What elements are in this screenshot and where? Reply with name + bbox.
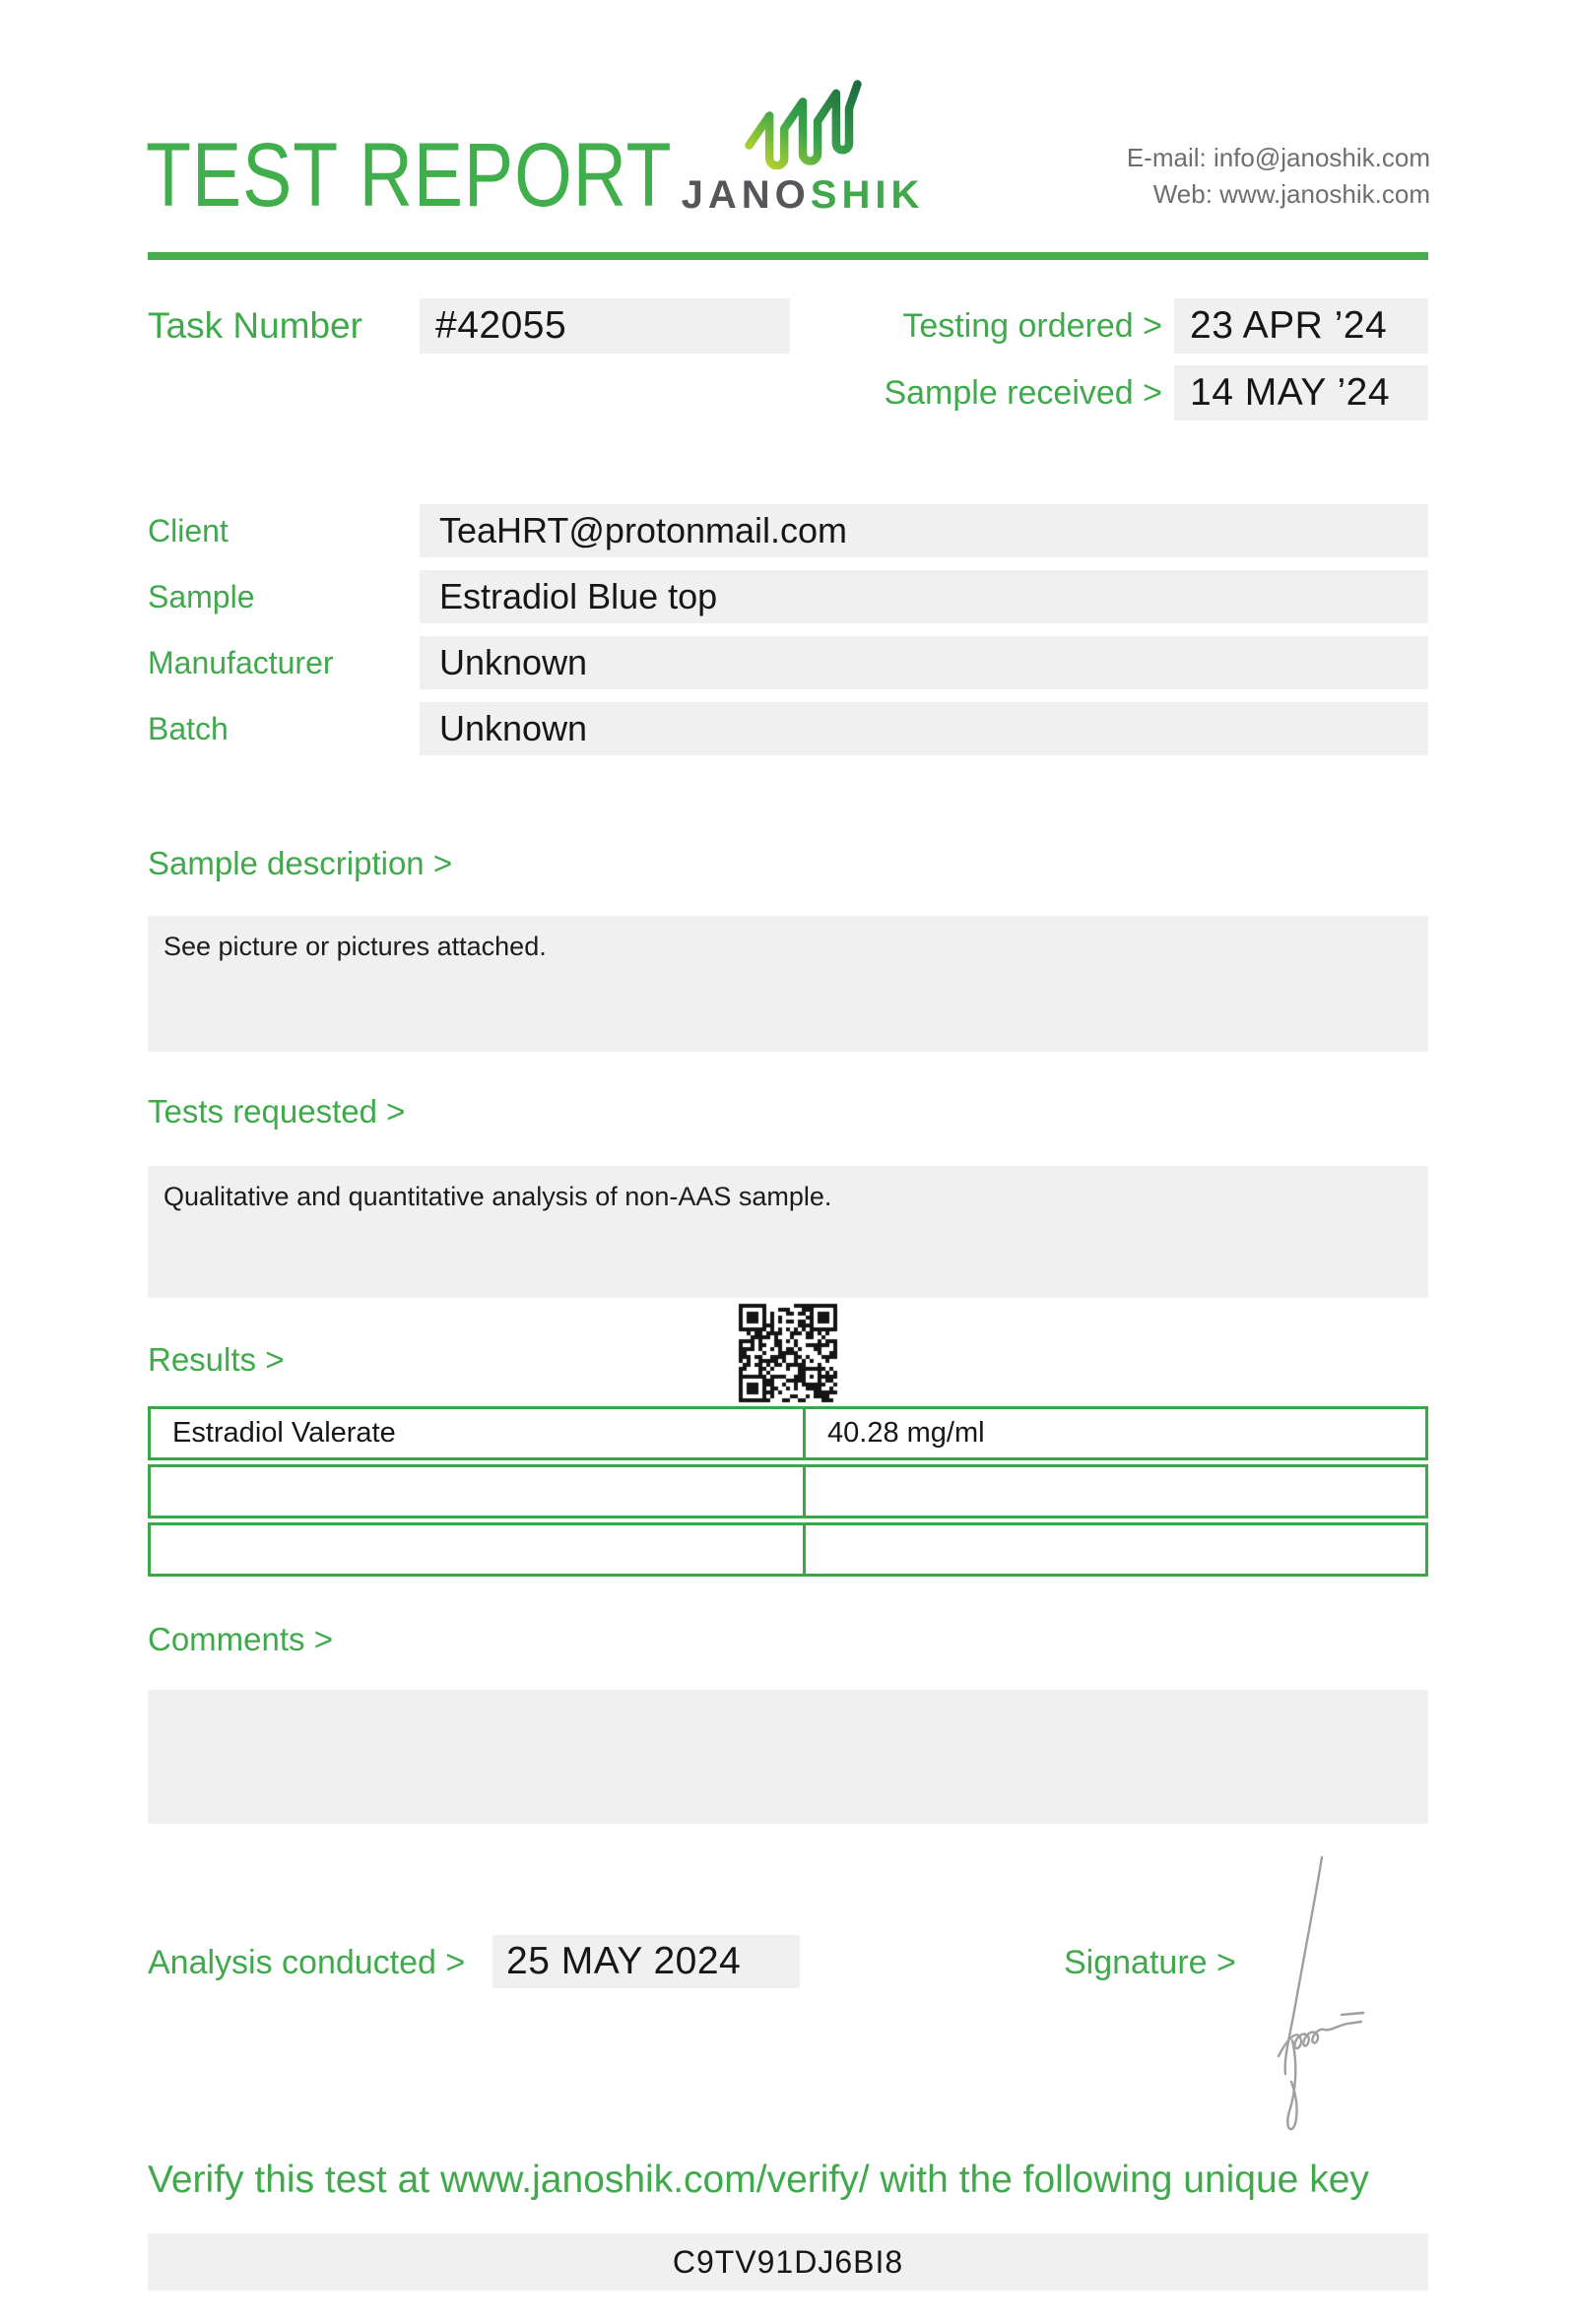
manufacturer-value: Unknown	[439, 642, 588, 682]
qr-code	[737, 1302, 839, 1404]
batch-box	[420, 702, 1428, 755]
manufacturer-label: Manufacturer	[148, 645, 334, 680]
tests-requested-text: Qualitative and quantitative analysis of non-AAS sample.	[164, 1182, 832, 1211]
task-number-value: #42055	[435, 304, 567, 347]
batch-label: Batch	[148, 711, 229, 746]
result-substance	[151, 1525, 806, 1574]
results-heading: Results >	[148, 1341, 285, 1378]
verify-key-box	[148, 2233, 1428, 2291]
result-value	[806, 1525, 1425, 1574]
contact-info	[1127, 140, 1430, 213]
sample-received-box	[1174, 365, 1428, 420]
sample-box	[420, 570, 1428, 623]
sample-received-label: Sample received >	[884, 374, 1162, 412]
manufacturer-box	[420, 636, 1428, 689]
janoshik-logo	[650, 77, 955, 218]
results-row	[148, 1522, 1428, 1577]
client-box	[420, 504, 1428, 557]
signature-label: Signature >	[1064, 1944, 1236, 1981]
comments-text	[148, 1690, 1428, 1706]
header-divider	[148, 252, 1428, 260]
verify-instruction: Verify this test at www.janoshik.com/verify/ with the following unique key	[148, 2159, 1369, 2201]
analysis-date-value: 25 MAY 2024	[506, 1940, 742, 1982]
contact-web: Web: www.janoshik.com	[1152, 179, 1430, 209]
result-substance: Estradiol Valerate	[151, 1409, 806, 1457]
growth-chart-icon	[741, 77, 865, 169]
comments-box	[148, 1690, 1428, 1824]
testing-ordered-label: Testing ordered >	[902, 307, 1162, 345]
batch-value: Unknown	[439, 708, 588, 748]
sample-description-text: See picture or pictures attached.	[164, 932, 547, 961]
client-value: TeaHRT@protonmail.com	[439, 510, 848, 550]
tests-requested-heading: Tests requested >	[148, 1093, 406, 1130]
signature-image	[1259, 1847, 1407, 2143]
analysis-conducted-label: Analysis conducted >	[148, 1944, 466, 1981]
comments-heading: Comments >	[148, 1621, 333, 1657]
page-title: TEST REPORT	[146, 125, 673, 226]
tests-requested-box	[148, 1166, 1428, 1298]
results-table	[148, 1406, 1428, 1581]
logo-part-jano: JANO	[681, 173, 811, 217]
analysis-date-box	[492, 1935, 800, 1988]
logo-part-shik: SHIK	[810, 173, 925, 217]
contact-email: E-mail: info@janoshik.com	[1126, 143, 1430, 172]
task-number-box	[420, 298, 790, 354]
result-substance	[151, 1467, 806, 1516]
verify-key-value: C9TV91DJ6BI8	[672, 2244, 904, 2280]
results-row	[148, 1406, 1428, 1460]
task-number-label: Task Number	[148, 305, 362, 346]
sample-value: Estradiol Blue top	[439, 576, 718, 616]
result-value: 40.28 mg/ml	[827, 1417, 985, 1449]
result-value	[806, 1467, 1425, 1516]
sample-description-box	[148, 916, 1428, 1052]
sample-received-value: 14 MAY ’24	[1190, 371, 1391, 414]
client-label: Client	[148, 513, 229, 549]
testing-ordered-box	[1174, 298, 1428, 354]
testing-ordered-value: 23 APR ’24	[1190, 304, 1388, 347]
sample-description-heading: Sample description >	[148, 845, 453, 881]
sample-label: Sample	[148, 579, 255, 614]
logo-wordmark	[650, 173, 955, 218]
results-row	[148, 1464, 1428, 1518]
